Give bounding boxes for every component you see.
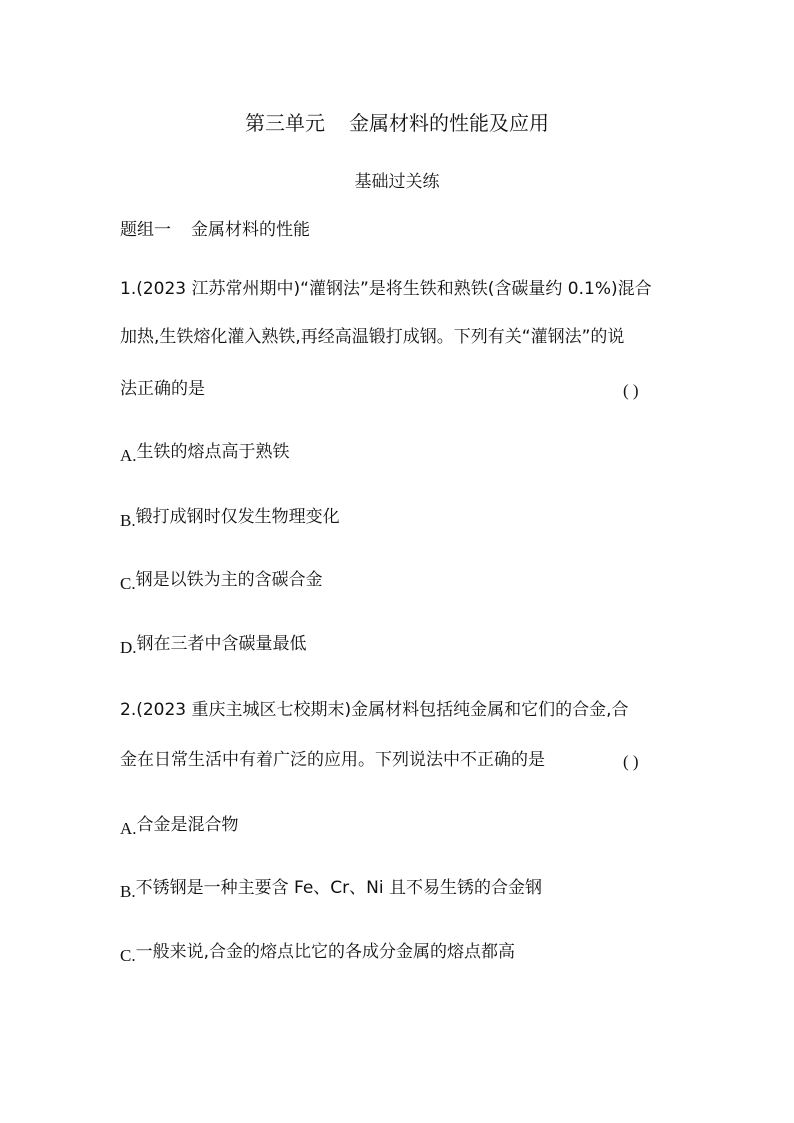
option-text: 不锈钢是一种主要含 Fe、Cr、Ni 且不易生锈的合金钢 (135, 878, 543, 898)
group-name: 金属材料的性能 (191, 220, 310, 240)
question-1-line-1: 1.(2023 江苏常州期中)“灌钢法”是将生铁和熟铁(含碳量约 0.1%)混合 (120, 279, 652, 299)
option-letter: B. (120, 882, 136, 901)
option-text: 合金是混合物 (136, 815, 239, 835)
option-text: 一般来说,合金的熔点比它的各成分金属的熔点都高 (135, 942, 515, 962)
unit-label: 第三单元 (245, 111, 325, 135)
question-2-answer-blank: ( ) (623, 752, 639, 771)
question-group-heading (120, 218, 310, 242)
page-title (0, 111, 794, 135)
question-1-line-3: 法正确的是 (120, 379, 205, 399)
option-letter: C. (120, 574, 136, 593)
unit-title: 金属材料的性能及应用 (349, 111, 549, 135)
option-text: 钢是以铁为主的含碳合金 (135, 570, 323, 590)
option-text: 钢在三者中含碳量最低 (136, 634, 307, 654)
section-subtitle: 基础过关练 (354, 172, 440, 192)
option-text: 生铁的熔点高于熟铁 (136, 442, 290, 462)
question-2-option-c (120, 940, 515, 964)
question-2-line-1: 2.(2023 重庆主城区七校期末)金属材料包括纯金属和它们的合金,合 (120, 700, 629, 720)
question-1-answer-blank: ( ) (623, 381, 639, 400)
option-letter: B. (120, 511, 136, 530)
question-1-option-b (120, 505, 340, 529)
option-letter: C. (120, 946, 136, 965)
option-letter: D. (120, 638, 137, 657)
question-2-option-b (120, 876, 542, 900)
option-letter: A. (120, 819, 137, 838)
question-1-option-d (120, 632, 307, 656)
question-1-option-c (120, 568, 323, 592)
question-1-option-a (120, 440, 290, 464)
question-1-line-2: 加热,生铁熔化灌入熟铁,再经高温锻打成钢。下列有关“灌钢法”的说 (120, 327, 625, 347)
option-text: 锻打成钢时仅发生物理变化 (135, 507, 340, 527)
group-label: 题组一 (120, 220, 171, 240)
question-2-option-a (120, 813, 239, 837)
option-letter: A. (120, 446, 137, 465)
question-2-line-2: 金在日常生活中有着广泛的应用。下列说法中不正确的是 (120, 750, 545, 770)
